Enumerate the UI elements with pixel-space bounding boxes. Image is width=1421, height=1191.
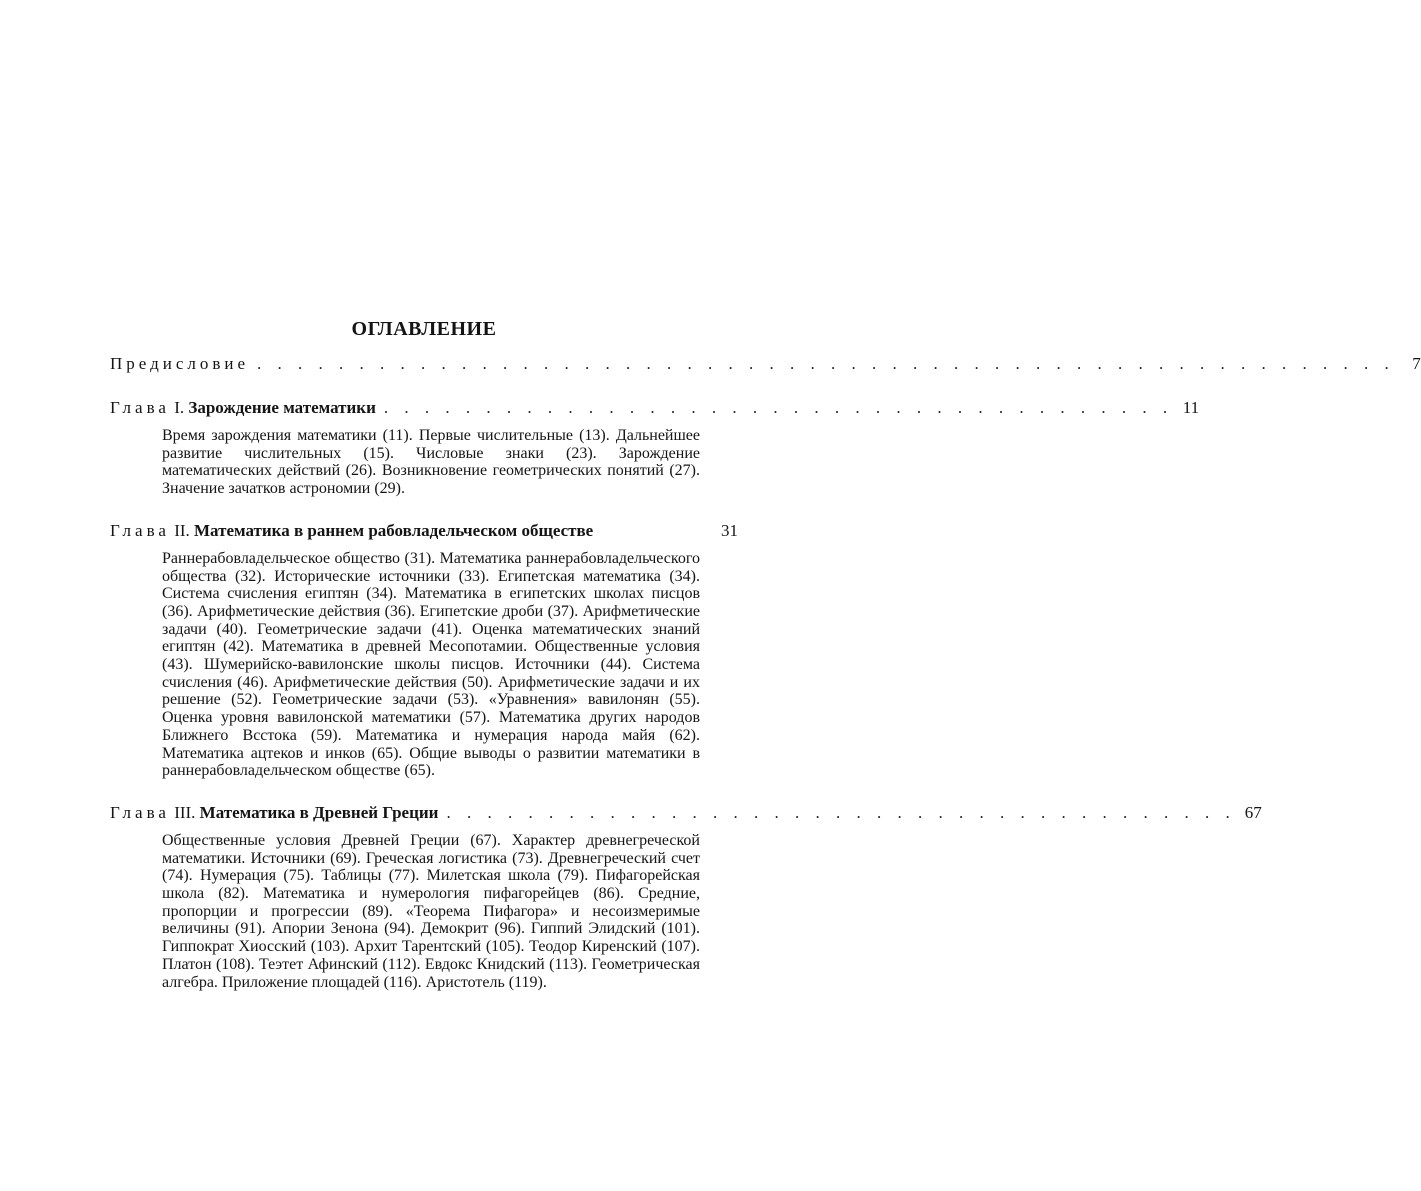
chapter-page: 67 (1244, 802, 1262, 822)
preface-page: 7 (1412, 354, 1421, 373)
chapter-number: III. (174, 802, 196, 822)
chapter-description: Раннерабовладельческое общество (31). Математика раннерабовладельческого общества (32). Исторические источники (33). Египетская математика (34). Система счисления египтян (34). Математика в египетских школах писцов (36). Арифметические действия (36). Египетские дроби (37). Арифметические задачи (40). Геометрические задачи (41). Оценка математических знаний египтян (42). Математика в древней Месопотамии. Общественные условия (43). Шумерийско-вавилонские школы писцов. Источники (44). Система счисления (46). Арифметические действия (50). Арифметические задачи и их решение (52). Геометрические задачи (53). «Уравнения» вавилонян (55). Оценка уровня вавилонской математики (57). Математика других народов Ближнего Всстока (59). Математика и нумерация народа майя (62). Математика ацтеков и инков (65). Общие выводы о развитии математики в раннерабовладельческом обществе (65). (162, 549, 700, 780)
chapter-description: Общественные условия Древней Греции (67). Характер древнегреческой математики. Источники (69). Греческая логистика (73). Древнегреческий счет (74). Нумерация (75). Таблицы (77). Милетская школа (79). Пифагорейская школа (82). Математика и нумерология пифагорейцев (86). Средние, пропорции и прогрессии (89). «Теорема Пифагора» и несоизмеримые величины (91). Апории Зенона (94). Демокрит (96). Гиппий Элидский (101). Гиппократ Хиосский (103). Архит Тарентский (105). Теодор Киренский (107). Платон (108). Теэтет Афинский (112). Евдокс Книдский (113). Геометрическая алгебра. Приложение площадей (116). Аристотель (119). (162, 831, 700, 991)
chapter-prefix: Глава (110, 520, 170, 540)
chapter-title: Зарождение математики (188, 398, 376, 417)
toc-line-chapter-3 (110, 802, 1262, 824)
leader-dots: . . . . . . . . . . . . . . . . . . . . . . . . . . . . . . . . . . . . . . . (383, 398, 1174, 417)
chapter-page: 11 (1182, 398, 1200, 417)
preface-label: Предисловие (110, 354, 250, 373)
chapter-page: 31 (721, 520, 738, 540)
chapter-heading (110, 802, 438, 824)
chapter-title: Математика в Древней Греции (199, 802, 439, 822)
leader-dots: . . . . . . . . . . . . . . . . . . . . . . . . . . . . . . . . . . . . . . . . . . . . . . . . . . . . . . . . (257, 354, 1395, 373)
chapter-number: II. (174, 520, 190, 540)
toc-entry-chapter-3 (110, 802, 1262, 991)
toc-line-chapter-1 (110, 397, 1200, 419)
toc-line-chapter-2 (110, 520, 738, 542)
chapter-description: Время зарождения математики (11). Первые числительные (13). Дальнейшее развитие числительных (15). Числовые знаки (23). Зарождение математических действий (26). Возникновение геометрических понятий (27). Значение зачатков астрономии (29). (162, 427, 700, 498)
toc-title: ОГЛАВЛЕНИЕ (351, 318, 497, 340)
chapter-heading (110, 520, 593, 542)
leader-dots: . . . . . . . . . . . . . . . . . . . . . . . . . . . . . . . . . . . . . . . (446, 802, 1236, 822)
chapter-prefix: Глава (110, 802, 170, 822)
toc-entry-chapter-1 (110, 397, 1200, 498)
chapter-heading (110, 397, 376, 419)
chapter-number: I. (174, 398, 185, 417)
toc-entry-chapter-2 (110, 520, 738, 780)
chapter-title: Математика в раннем рабовладельческом обществе (194, 520, 594, 540)
table-of-contents (110, 300, 1421, 991)
toc-line-preface (110, 353, 1421, 375)
toc-entry-preface (110, 353, 1421, 375)
chapter-prefix: Глава (110, 398, 170, 417)
